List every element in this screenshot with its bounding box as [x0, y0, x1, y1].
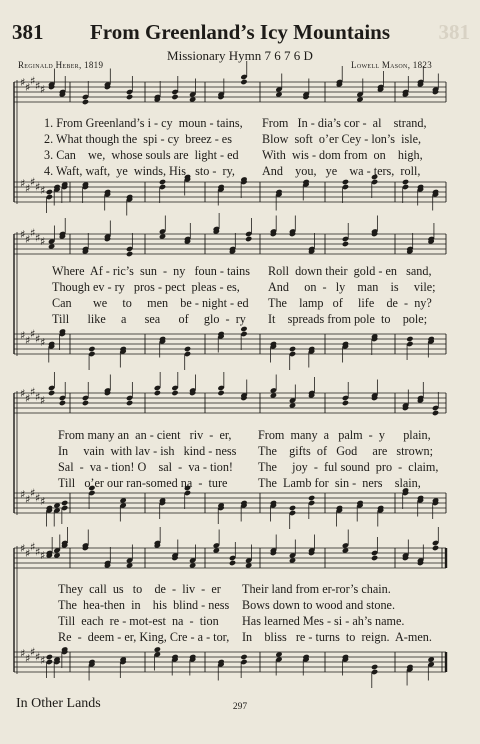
lyric-line — [0, 264, 480, 280]
svg-text:♯: ♯ — [35, 332, 41, 346]
svg-text:♯: ♯ — [25, 81, 31, 94]
music-composer: Lowell Mason, 1823 — [351, 60, 432, 70]
svg-text:♯: ♯ — [35, 545, 41, 559]
svg-text:♯: ♯ — [20, 647, 26, 660]
lyric-line — [0, 312, 480, 328]
svg-text:♯: ♯ — [25, 182, 31, 195]
lyric-phrase: From In - dia’s cor - al strand, — [262, 116, 427, 130]
svg-text:♯: ♯ — [20, 228, 26, 241]
svg-text:♯: ♯ — [40, 235, 46, 248]
svg-text:♯: ♯ — [30, 226, 36, 240]
svg-text:♯: ♯ — [30, 645, 36, 659]
lyric-phrase: Till each re - mot-est na - tion — [58, 614, 219, 628]
lyric-phrase: The hea-then in his blind - ness — [58, 598, 230, 612]
lyric-phrase: Their land from er-ror’s chain. — [242, 582, 391, 596]
lyric-phrase: With wis - dom from on high, — [262, 148, 423, 162]
lyric-line — [0, 428, 480, 444]
lyric-line — [0, 630, 480, 646]
svg-text:♯: ♯ — [30, 175, 36, 189]
svg-text:♯: ♯ — [35, 180, 41, 194]
svg-text:♯: ♯ — [25, 547, 31, 560]
svg-text:♯: ♯ — [25, 334, 31, 347]
lyric-phrase: Till o’er our ran-somed na - ture — [58, 476, 228, 490]
lyric-line — [0, 460, 480, 476]
svg-text:♯: ♯ — [40, 83, 46, 96]
svg-text:♯: ♯ — [20, 542, 26, 555]
hymn-title: From Greenland’s Icy Mountains — [89, 20, 391, 44]
svg-text:♯: ♯ — [25, 233, 31, 246]
lyric-line — [0, 132, 480, 148]
svg-text:♯: ♯ — [20, 329, 26, 342]
lyric-line — [0, 444, 480, 460]
svg-text:♯: ♯ — [35, 231, 41, 245]
svg-text:♯: ♯ — [40, 336, 46, 349]
lyric-phrase: Sal - va - tion! O sal - va - tion! — [58, 460, 233, 474]
svg-text:♯: ♯ — [30, 327, 36, 341]
svg-text:♯: ♯ — [35, 491, 41, 505]
svg-text:♯: ♯ — [20, 177, 26, 190]
lyric-phrase: The joy - ful sound pro - claim, — [258, 460, 439, 474]
lyric-line — [0, 598, 480, 614]
svg-text:♯: ♯ — [40, 184, 46, 197]
svg-text:♯: ♯ — [30, 540, 36, 554]
svg-text:♯: ♯ — [35, 390, 41, 404]
lyric-phrase: The lamp of life de - ny? — [268, 296, 432, 310]
lyric-phrase: Roll down their gold - en sand, — [268, 264, 432, 278]
hymn-number: 381 — [12, 20, 44, 44]
svg-text:♯: ♯ — [25, 392, 31, 405]
lyric-phrase: 4. Waft, waft, ye winds, His sto - ry, — [44, 164, 235, 178]
lyric-line — [0, 476, 480, 492]
lyric-phrase: From many a palm - y plain, — [258, 428, 431, 442]
svg-text:♯: ♯ — [35, 79, 41, 93]
lyric-phrase: And you, ye wa - ters, roll, — [262, 164, 421, 178]
lyric-phrase: The Lamb for sin - ners slain, — [258, 476, 421, 490]
section-label: In Other Lands — [16, 696, 101, 711]
svg-text:♯: ♯ — [20, 76, 26, 89]
page-number: 297 — [232, 702, 248, 712]
svg-text:♯: ♯ — [30, 385, 36, 399]
lyric-line — [0, 280, 480, 296]
lyric-phrase: They call us to de - liv - er — [58, 582, 221, 596]
lyric-phrase: 3. Can we, whose souls are light - ed — [44, 148, 239, 162]
svg-text:♯: ♯ — [30, 74, 36, 88]
lyric-phrase: Though ev - ry pros - pect pleas - es, — [52, 280, 240, 294]
lyric-line — [0, 296, 480, 312]
svg-text:♯: ♯ — [35, 650, 41, 664]
lyric-phrase: Bows down to wood and stone. — [242, 598, 396, 612]
svg-text:♯: ♯ — [40, 394, 46, 407]
lyric-phrase: Re - deem - er, King, Cre - a - tor, — [58, 630, 230, 644]
svg-text:♯: ♯ — [40, 549, 46, 562]
lyric-phrase: 2. What though the spi - cy breez - es — [44, 132, 232, 146]
lyric-phrase: In vain with lav - ish kind - ness — [58, 444, 237, 458]
lyric-phrase: Has learned Mes - si - ah’s name. — [242, 614, 405, 628]
lyric-phrase: Can we to men be - night - ed — [52, 296, 249, 310]
svg-text:♯: ♯ — [25, 652, 31, 665]
lyric-phrase: Blow soft o’er Cey - lon’s isle, — [262, 132, 422, 146]
svg-text:♯: ♯ — [20, 387, 26, 400]
lyric-phrase: And on - ly man is vile; — [268, 280, 436, 294]
lyric-line — [0, 164, 480, 180]
lyric-phrase: Where Af - ric’s sun - ny foun - tains — [52, 264, 250, 278]
lyric-phrase: In bliss re - turns to reign. A-men. — [242, 630, 432, 644]
lyric-phrase: 1. From Greenland’s i - cy moun - tains, — [44, 116, 243, 130]
lyric-phrase: It spreads from pole to pole; — [268, 312, 428, 326]
lyric-line — [0, 148, 480, 164]
lyric-phrase: From many an an - cient riv - er, — [58, 428, 232, 442]
svg-text:♯: ♯ — [25, 493, 31, 506]
lyric-line — [0, 582, 480, 598]
lyric-phrase: The gifts of God are strown; — [258, 444, 433, 458]
svg-text:♯: ♯ — [40, 495, 46, 508]
text-author: Reginald Heber, 1819 — [18, 60, 104, 70]
lyric-line — [0, 116, 480, 132]
svg-text:♯: ♯ — [40, 654, 46, 667]
lyric-phrase: Till like a sea of glo - ry — [52, 312, 246, 326]
tune-name-meter: Missionary Hymn 7 6 7 6 D — [167, 48, 313, 63]
lyric-line — [0, 614, 480, 630]
svg-text:♯: ♯ — [20, 488, 26, 501]
bleed-through-number: 381 — [438, 20, 470, 44]
svg-text:♯: ♯ — [30, 486, 36, 500]
